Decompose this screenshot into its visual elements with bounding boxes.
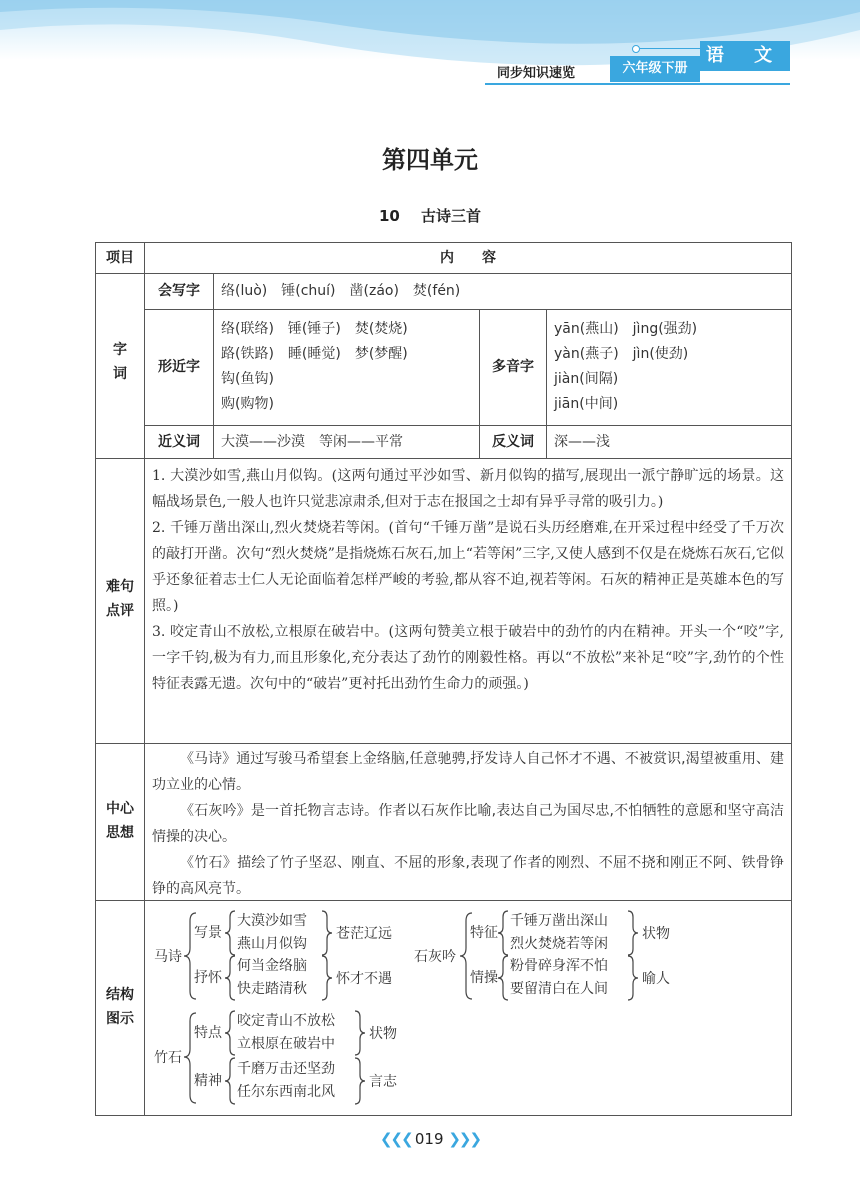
map-branch: 精神: [194, 1073, 222, 1089]
map-branch: 情操: [470, 970, 498, 986]
label-huixie: 会写字: [158, 283, 200, 299]
map-leaf: 千锤万凿出深山: [510, 913, 608, 929]
right-arrows-icon: ❯❯❯: [448, 1130, 481, 1148]
header-item: 项目: [106, 250, 134, 266]
map-result: 状物: [369, 1026, 397, 1042]
map-result: 言志: [369, 1074, 397, 1090]
xingjin-line: 钩(鱼钩): [221, 371, 274, 387]
xingjin-line: 购(购物): [221, 396, 274, 412]
label-jinyi: 近义词: [158, 434, 200, 450]
duoyin-line: yān(燕山) jìng(强劲): [554, 321, 698, 337]
left-arrows-icon: ❮❮❮: [379, 1130, 415, 1148]
zhongxin-para: 《石灰吟》是一首托物言志诗。作者以石灰作比喻,表达自己为国尽忠,不怕牺牲的意愿和坚守高洁情操的决心。: [152, 803, 784, 845]
duoyin-line: jiān(中间): [554, 396, 619, 412]
zhongxin-para: 《马诗》通过写骏马希望套上金络脑,任意驰骋,抒发诗人自己怀才不遇、不被赏识,渴望被重用、建功立业的心情。: [152, 751, 784, 793]
map-leaf: 快走踏清秋: [237, 981, 307, 997]
unit-title: 第四单元: [382, 145, 478, 174]
huixie-chars: 络(luò) 锤(chuí) 凿(záo) 焚(fén): [221, 283, 461, 299]
map-shihuiyin-title: 石灰吟: [414, 949, 456, 965]
duoyin-line: yàn(燕子) jìn(使劲): [554, 346, 689, 362]
map-branch: 特征: [470, 925, 498, 941]
map-result: 苍茫辽远: [336, 926, 392, 942]
map-leaf: 千磨万击还坚劲: [237, 1061, 335, 1077]
section-label-zhongxin: 中心 思想: [106, 801, 134, 841]
label-fanyi: 反义词: [492, 434, 534, 450]
header-rule: [485, 83, 790, 85]
map-mashi-title: 马诗: [154, 949, 182, 965]
header-dot-line: [640, 48, 700, 49]
map-leaf: 任尔东西南北风: [237, 1084, 335, 1100]
map-branch: 特点: [194, 1025, 222, 1041]
map-result: 喻人: [642, 971, 670, 987]
nanju-para: 1. 大漠沙如雪,燕山月似钩。(这两句通过平沙如雪、新月似钩的描写,展现出一派宁静旷远的场景。这幅战场景色,一般人也许只觉悲凉肃杀,但对于志在报国之士却有异乎寻常的吸引力。): [152, 468, 784, 510]
map-leaf: 大漠沙如雪: [237, 913, 307, 929]
series-name: 同步知识速览: [497, 66, 576, 81]
subject-badge: 语 文: [700, 41, 790, 71]
header-content: 内 容: [440, 250, 496, 266]
map-zhushi-title: 竹石: [154, 1050, 182, 1066]
nanju-para: 2. 千锤万凿出深山,烈火焚烧若等闲。(首句“千锤万凿”是说石头历经磨难,在开采过程中经受了千万次的敲打开凿。次句“烈火焚烧”是指烧炼石灰石,加上“若等闲”三字,又使人感到不仅是在烧炼石灰石,它似乎还象征着志士仁人无论面临着怎样严峻的考验,都从容不迫,视若等闲。石灰的精神正是英雄本色的写照。): [152, 520, 784, 614]
fanyi-words: 深——浅: [554, 434, 610, 450]
map-leaf: 粉骨碎身浑不怕: [510, 958, 608, 974]
lesson-number: 10: [378, 207, 400, 225]
content-table: [95, 242, 792, 1116]
map-leaf: 立根原在破岩中: [237, 1036, 335, 1052]
lesson-title: [0, 205, 860, 226]
duoyin-line: jiàn(间隔): [554, 371, 619, 387]
zhongxin-para: 《竹石》描绘了竹子坚忍、刚直、不屈的形象,表现了作者的刚烈、不屈不挠和刚正不阿、铁骨铮铮的高风亮节。: [152, 855, 784, 897]
section-label-jiegou: 结构 图示: [106, 987, 134, 1027]
grade-badge: 六年级下册: [610, 56, 700, 82]
map-leaf: 何当金络脑: [237, 958, 307, 974]
jinyi-words: 大漠——沙漠 等闲——平常: [221, 434, 403, 450]
lesson-name: 古诗三首: [421, 207, 482, 225]
section-label-nanju: 难句 点评: [106, 579, 134, 619]
map-leaf: 咬定青山不放松: [237, 1013, 335, 1029]
map-branch: 写景: [194, 925, 222, 941]
xingjin-line: 络(联络) 锤(锤子) 焚(焚烧): [221, 321, 408, 337]
map-leaf: 要留清白在人间: [510, 981, 608, 997]
page-footer: [0, 1130, 860, 1148]
xingjin-line: 路(铁路) 睡(睡觉) 梦(梦醒): [221, 346, 408, 362]
map-result: 怀才不遇: [336, 971, 392, 987]
nanju-para: 3. 咬定青山不放松,立根原在破岩中。(这两句赞美立根于破岩中的劲竹的内在精神。开头一个“咬”字,一字千钧,极为有力,而且形象化,充分表达了劲竹的刚毅性格。再以“不放松”来补足“咬”字,劲竹的个性特征表露无遗。次句中的“破岩”更衬托出劲竹生命力的顽强。): [152, 624, 784, 692]
map-leaf: 烈火焚烧若等闲: [510, 936, 608, 952]
label-duoyin: 多音字: [492, 359, 534, 375]
map-branch: 抒怀: [194, 970, 222, 986]
section-label-zici: 字 词: [113, 342, 127, 382]
page-number: 019: [414, 1130, 444, 1148]
map-leaf: 燕山月似钩: [237, 936, 307, 952]
label-xingjin: 形近字: [158, 359, 200, 375]
header-dot: [632, 45, 640, 53]
map-result: 状物: [642, 926, 670, 942]
